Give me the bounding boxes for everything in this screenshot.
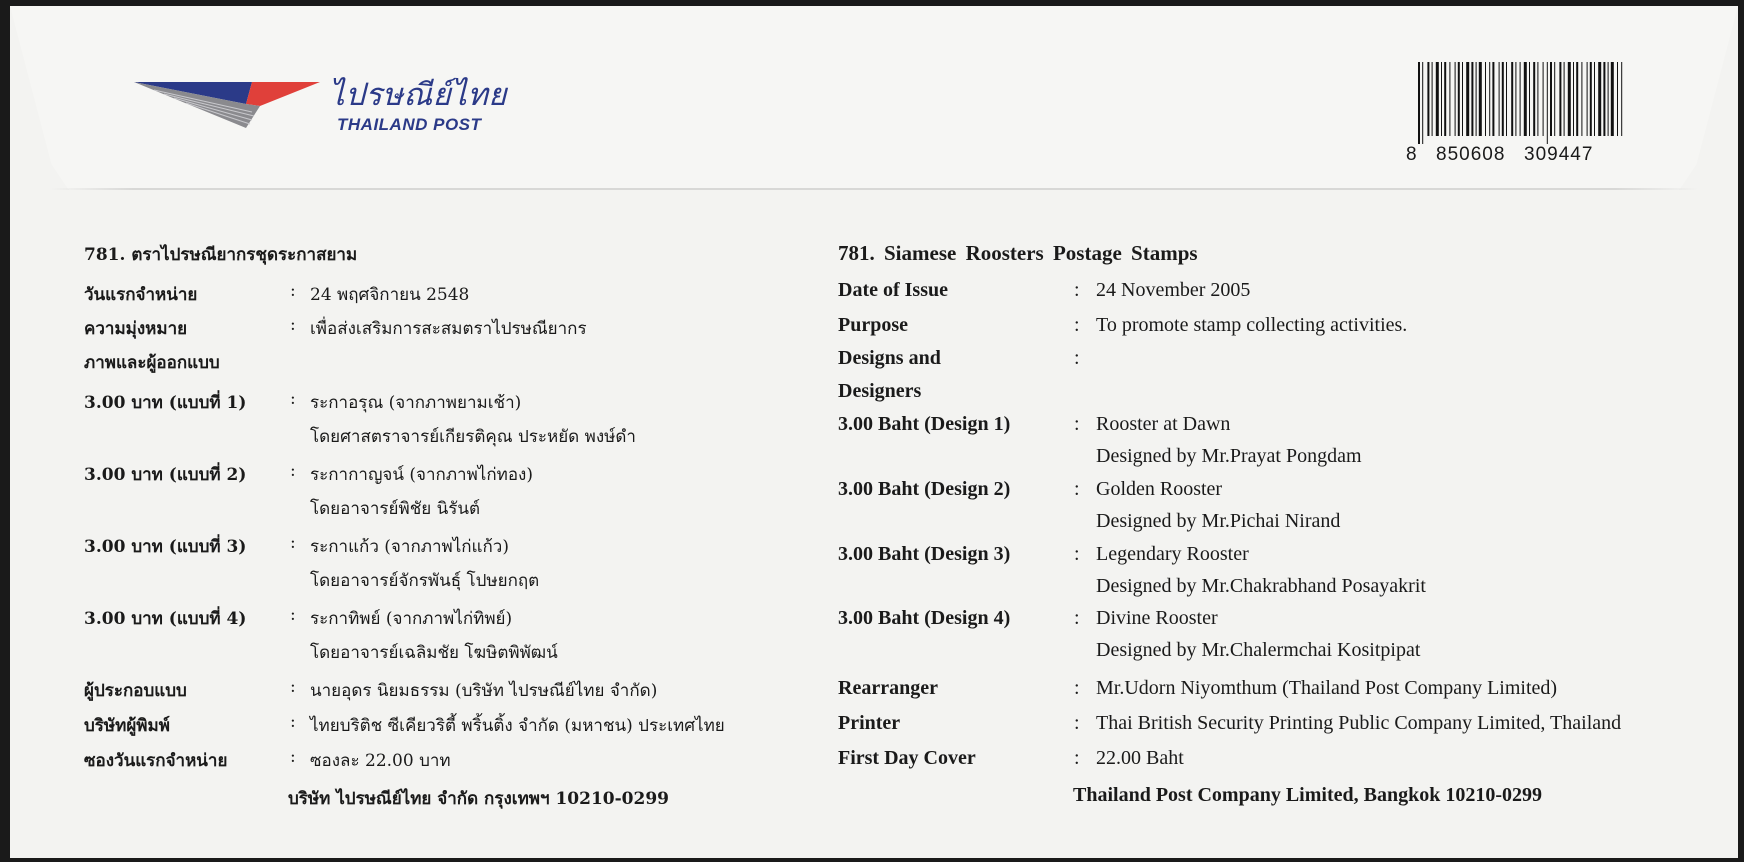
row-value: 24 พฤศจิกายน 2548 [310,285,470,305]
row-designer: Designed by Mr.Pichai Nirand [1096,510,1341,532]
row-colon: : [1074,607,1080,629]
row-colon: : [1074,347,1080,369]
row-label: 3.00 Baht (Design 4) [838,607,1011,629]
barcode-bar [1554,62,1555,136]
barcode-bar [1608,62,1609,136]
barcode-bar [1587,62,1588,136]
row-value: เพื่อส่งเสริมการสะสมตราไปรษณียากร [310,319,587,339]
row-label: Purpose [838,314,908,336]
barcode-bar [1543,62,1544,136]
barcode-bar [1462,62,1463,136]
row-colon: : [290,677,296,697]
row-colon: : [290,461,296,481]
barcode-bar [1506,62,1507,136]
barcode-digits-left: 850608 [1436,144,1506,165]
barcode-bars [1418,62,1630,144]
barcode-bar [1524,62,1527,136]
row-value: 22.00 Baht [1096,747,1184,769]
barcode-bar [1458,62,1460,136]
english-footer-address: Thailand Post Company Limited, Bangkok 10210-0299 [1073,784,1542,806]
barcode-bar [1621,62,1622,136]
barcode-bar [1594,62,1595,136]
barcode-bar [1444,62,1446,136]
row-value: ไทยบริติช ซีเคียวริตี้ พริ้นติ้ง จำกัด (มหาชน) ประเทศไทย [310,716,725,736]
row-value: Golden Rooster [1096,478,1223,500]
row-designer: โดยอาจารย์พิชัย นิรันต์ [310,499,481,519]
barcode-bar [1598,62,1601,136]
row-value: Legendary Rooster [1096,543,1249,565]
row-label: ภาพและผู้ออกแบบ [84,353,220,373]
barcode-bar [1515,62,1516,136]
row-designer: Designed by Mr.Chakrabhand Posayakrit [1096,575,1426,597]
barcode-bar [1603,62,1605,136]
logo-english-text: THAILAND POST [337,115,482,134]
barcode-bar [1520,62,1521,136]
flap-edge [50,188,1698,190]
row-label: 3.00 Baht (Design 1) [838,413,1011,435]
thai-heading: 781. ตราไปรษณียากรชุดระกาสยาม [84,245,358,265]
barcode-bar [1476,62,1477,136]
barcode-bar [1564,62,1565,136]
row-colon: : [290,281,296,301]
barcode [1406,56,1636,166]
row-colon: : [1074,413,1080,435]
barcode-bar [1499,62,1500,136]
barcode-bar [1568,62,1571,136]
barcode-bar [1533,62,1535,136]
barcode-bar [1537,62,1538,136]
barcode-bar [1436,62,1439,136]
row-designer: โดยศาสตราจารย์เกียรติคุณ ประหยัด พงษ์ดำ [310,427,636,447]
barcode-bar [1427,62,1429,136]
barcode-bar [1471,62,1473,136]
row-value: Divine Rooster [1096,607,1218,629]
barcode-digits-right: 309447 [1524,144,1594,165]
row-label: Printer [838,712,901,734]
row-designer: โดยอาจารย์เฉลิมชัย โฆษิตพิพัฒน์ [310,643,558,663]
barcode-bar [1576,62,1578,136]
barcode-bar [1529,62,1530,136]
row-label: วันแรกจำหน่าย [84,285,198,305]
barcode-bar [1617,62,1618,136]
row-label: Designs and [838,347,941,369]
row-value: ซองละ 22.00 บาท [310,751,451,771]
row-label: 3.00 Baht (Design 2) [838,478,1011,500]
row-label: บริษัทผู้พิมพ์ [84,716,170,736]
row-value: Mr.Udorn Niyomthum (Thailand Post Company Limited) [1096,677,1558,699]
thai-footer-address: บริษัท ไปรษณีย์ไทย จำกัด กรุงเทพฯ 10210-0299 [288,789,669,809]
barcode-bar [1418,62,1420,144]
row-label: 3.00 บาท (แบบที่ 2) [84,465,247,485]
row-colon: : [1074,677,1080,699]
barcode-bar [1441,62,1442,136]
row-colon: : [1074,543,1080,565]
row-label: Date of Issue [838,279,948,301]
barcode-bar [1466,62,1469,136]
row-label: ความมุ่งหมาย [84,319,188,339]
row-label: Rearranger [838,677,938,699]
row-colon: : [1074,314,1080,336]
barcode-bar [1485,62,1486,136]
logo-thai-text: ไปรษณีย์ไทย [329,77,507,113]
row-label: 3.00 Baht (Design 3) [838,543,1011,565]
row-label: 3.00 บาท (แบบที่ 4) [84,609,247,629]
barcode-digit-first: 8 [1406,144,1417,165]
row-designer: Designed by Mr.Prayat Pongdam [1096,445,1362,467]
row-colon: : [290,712,296,732]
barcode-bar [1422,62,1423,144]
row-label: First Day Cover [838,747,976,769]
barcode-bar [1492,62,1494,136]
row-value: นายอุดร นิยมธรรม (บริษัท ไปรษณีย์ไทย จำกัด) [310,681,658,701]
barcode-bar [1581,62,1582,136]
row-colon: : [290,315,296,335]
row-value: To promote stamp collecting activities. [1096,314,1408,336]
thailand-post-logo [134,78,554,148]
row-colon: : [1074,279,1080,301]
post-wing-icon [134,78,324,134]
row-colon: : [290,533,296,553]
row-label-line2: Designers [838,380,922,402]
row-colon: : [1074,747,1080,769]
row-colon: : [1074,478,1080,500]
barcode-bar [1502,62,1504,136]
row-value: Thai British Security Printing Public Company Limited, Thailand [1096,712,1622,734]
barcode-bar [1479,62,1482,136]
barcode-bar [1449,62,1450,136]
barcode-bar [1611,62,1614,136]
row-label: ผู้ประกอบแบบ [84,681,187,701]
barcode-bar [1550,62,1552,136]
barcode-bar [1559,62,1561,136]
row-label: 3.00 บาท (แบบที่ 3) [84,537,247,557]
row-colon: : [290,605,296,625]
english-heading: 781. Siamese Roosters Postage Stamps [838,241,1198,265]
barcode-bar [1511,62,1513,136]
row-designer: Designed by Mr.Chalermchai Kositpipat [1096,639,1421,661]
row-colon: : [1074,712,1080,734]
row-label: 3.00 บาท (แบบที่ 1) [84,393,247,413]
barcode-bar [1590,62,1592,136]
row-value: 24 November 2005 [1096,279,1251,301]
barcode-bar [1489,62,1490,136]
row-value: ระกากาญจน์ (จากภาพไก่ทอง) [310,465,533,485]
barcode-bar [1455,62,1456,136]
barcode-bar [1547,62,1548,144]
row-value: ระกาแก้ว (จากภาพไก่แก้ว) [310,537,509,557]
row-value: Rooster at Dawn [1096,413,1231,435]
row-designer: โดยอาจารย์จักรพันธุ์ โปษยกฤต [310,571,540,591]
row-value: ระกาทิพย์ (จากภาพไก่ทิพย์) [310,609,513,629]
row-value: ระกาอรุณ (จากภาพยามเช้า) [310,393,522,413]
row-label: ซองวันแรกจำหน่าย [84,751,228,771]
row-colon: : [290,389,296,409]
row-colon: : [290,747,296,767]
barcode-bar [1432,62,1433,136]
barcode-bar [1573,62,1574,136]
